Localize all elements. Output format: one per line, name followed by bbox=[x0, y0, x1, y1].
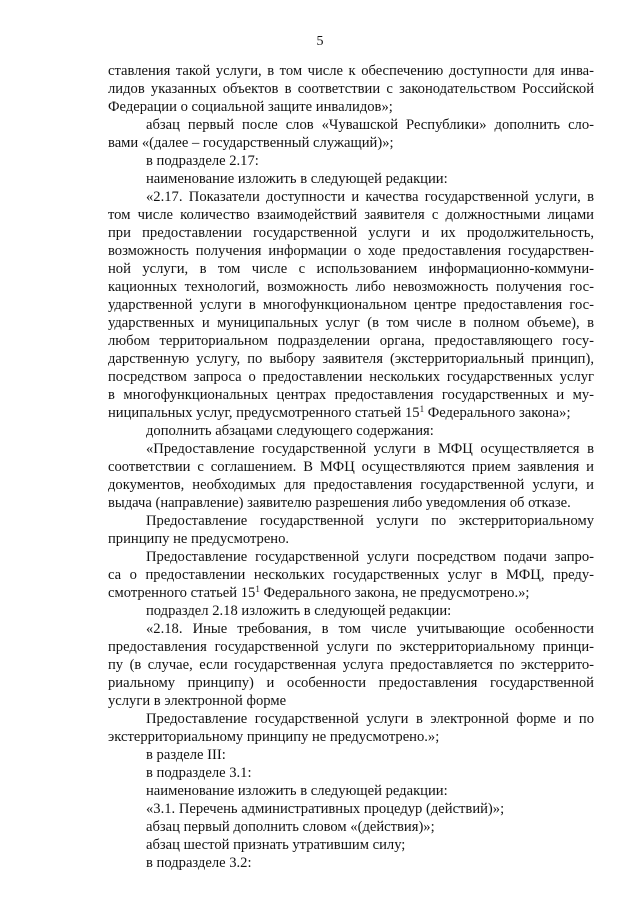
text-line bbox=[108, 548, 594, 566]
line-text: любом территориальном подразделении органа, предоставляющего госу- bbox=[108, 333, 594, 349]
text-line bbox=[108, 746, 594, 764]
line-text: возможность получения информации о ходе предоставления государствен- bbox=[108, 243, 594, 259]
superscript: 1 bbox=[419, 404, 425, 414]
line-text: наименование изложить в следующей редакции: bbox=[146, 783, 448, 799]
text-line bbox=[108, 98, 594, 116]
text-line bbox=[108, 566, 594, 584]
text-line bbox=[108, 836, 594, 854]
text-line bbox=[108, 206, 594, 224]
text-line bbox=[108, 224, 594, 242]
text-line bbox=[108, 818, 594, 836]
line-text-continued: Федерального закона»; bbox=[424, 405, 571, 421]
text-line bbox=[108, 674, 594, 692]
line-text: в разделе III: bbox=[146, 747, 226, 763]
line-text-continued: Федерального закона, не предусмотрено.»; bbox=[259, 585, 530, 601]
line-text: Предоставление государственной услуги по экстерриториальному bbox=[146, 513, 594, 529]
line-text: кационных технологий, возможность либо невозможность получения гос- bbox=[108, 279, 594, 295]
line-text: «2.17. Показатели доступности и качества государственной услуги, в bbox=[146, 189, 594, 205]
line-text: при предоставлении государственной услуги и их продолжительность, bbox=[108, 225, 594, 241]
line-text: дарственную услугу, по выбору заявителя (экстерриториальный принцип), bbox=[108, 351, 594, 367]
line-text: лидов указанных объектов в соответствии с законодательством Российской bbox=[108, 81, 594, 97]
text-line bbox=[108, 332, 594, 350]
line-text: са о предоставлении нескольких государственных услуг в МФЦ, преду- bbox=[108, 567, 594, 583]
line-text: соответствии с соглашением. В МФЦ осуществляются прием заявления и bbox=[108, 459, 594, 475]
line-text: ударственных и муниципальных услуг (в том числе в полном объеме), в bbox=[108, 315, 594, 331]
line-text: Федерации о социальной защите инвалидов»; bbox=[108, 99, 393, 115]
line-text: пу (в случае, если государственная услуга предоставляется по экстеррито- bbox=[108, 657, 594, 673]
line-text: подраздел 2.18 изложить в следующей редакции: bbox=[146, 603, 452, 619]
text-line bbox=[108, 404, 594, 422]
line-text: абзац первый после слов «Чувашской Республики» дополнить сло- bbox=[146, 117, 594, 133]
line-text: Предоставление государственной услуги в электронной форме и по bbox=[146, 711, 594, 727]
text-line bbox=[108, 116, 594, 134]
line-text: том числе количество взаимодействий заявителя с должностными лицами bbox=[108, 207, 594, 223]
line-text: предоставления государственной услуги по экстерриториальному принци- bbox=[108, 639, 594, 655]
line-text: выдача (направление) заявителю разрешения либо уведомления об отказе. bbox=[108, 495, 571, 511]
line-text: документов, необходимых для предоставления государственной услуги, и bbox=[108, 477, 594, 493]
line-text: в подразделе 3.1: bbox=[146, 765, 252, 781]
line-text: «Предоставление государственной услуги в МФЦ осуществляется в bbox=[146, 441, 594, 457]
text-line bbox=[108, 296, 594, 314]
line-text: услуги в электронной форме bbox=[108, 693, 287, 709]
text-line bbox=[108, 440, 594, 458]
line-text: смотренного статьей 15 bbox=[108, 585, 256, 601]
text-line bbox=[108, 134, 594, 152]
line-text: ставления такой услуги, в том числе к обеспечению доступности для инва- bbox=[108, 63, 594, 79]
line-text: ной услуги, в том числе с использованием информационно-коммуни- bbox=[108, 261, 594, 277]
text-line bbox=[108, 242, 594, 260]
line-text: Предоставление государственной услуги посредством подачи запро- bbox=[146, 549, 594, 565]
line-text: «3.1. Перечень административных процедур (действий)»; bbox=[146, 801, 505, 817]
line-text: ударственной услуги в многофункциональном центре предоставления гос- bbox=[108, 297, 594, 313]
text-line bbox=[108, 80, 594, 98]
text-line bbox=[108, 422, 594, 440]
text-line bbox=[108, 350, 594, 368]
text-line bbox=[108, 368, 594, 386]
text-line bbox=[108, 494, 594, 512]
text-line bbox=[108, 530, 594, 548]
text-line bbox=[108, 764, 594, 782]
text-line bbox=[108, 692, 594, 710]
line-text: риальному принципу) и особенности предоставления государственной bbox=[108, 675, 594, 691]
line-text: дополнить абзацами следующего содержания: bbox=[146, 423, 434, 439]
line-text: ниципальных услуг, предусмотренного статьей 15 bbox=[108, 405, 420, 421]
text-line bbox=[108, 62, 594, 80]
line-text: абзац шестой признать утратившим силу; bbox=[146, 837, 406, 853]
document-body bbox=[108, 62, 594, 872]
text-line bbox=[108, 458, 594, 476]
line-text: посредством запроса о предоставлении нескольких государственных услуг bbox=[108, 369, 594, 385]
text-line bbox=[108, 386, 594, 404]
page-number: 5 bbox=[316, 34, 324, 49]
line-text: в подразделе 3.2: bbox=[146, 855, 252, 871]
line-text: в подразделе 2.17: bbox=[146, 153, 259, 169]
text-line bbox=[108, 170, 594, 188]
text-line bbox=[108, 260, 594, 278]
text-line bbox=[108, 512, 594, 530]
line-text: наименование изложить в следующей редакции: bbox=[146, 171, 448, 187]
line-text: абзац первый дополнить словом «(действия)»; bbox=[146, 819, 435, 835]
text-line bbox=[108, 278, 594, 296]
text-line bbox=[108, 584, 594, 602]
superscript: 1 bbox=[255, 584, 260, 594]
text-line bbox=[108, 620, 594, 638]
line-text: экстерриториальному принципу не предусмотрено.»; bbox=[108, 729, 440, 745]
text-line bbox=[108, 782, 594, 800]
text-line bbox=[108, 710, 594, 728]
text-line bbox=[108, 854, 594, 872]
line-text: вами «(далее – государственный служащий)»; bbox=[108, 135, 394, 151]
line-text: «2.18. Иные требования, в том числе учитывающие особенности bbox=[146, 621, 594, 637]
text-line bbox=[108, 152, 594, 170]
text-line bbox=[108, 476, 594, 494]
text-line bbox=[108, 188, 594, 206]
text-line bbox=[108, 602, 594, 620]
line-text: принципу не предусмотрено. bbox=[108, 531, 290, 547]
line-text: в многофункциональных центрах предоставления государственных и му- bbox=[108, 387, 594, 403]
text-line bbox=[108, 728, 594, 746]
text-line bbox=[108, 800, 594, 818]
text-line bbox=[108, 656, 594, 674]
text-line bbox=[108, 314, 594, 332]
text-line bbox=[108, 638, 594, 656]
